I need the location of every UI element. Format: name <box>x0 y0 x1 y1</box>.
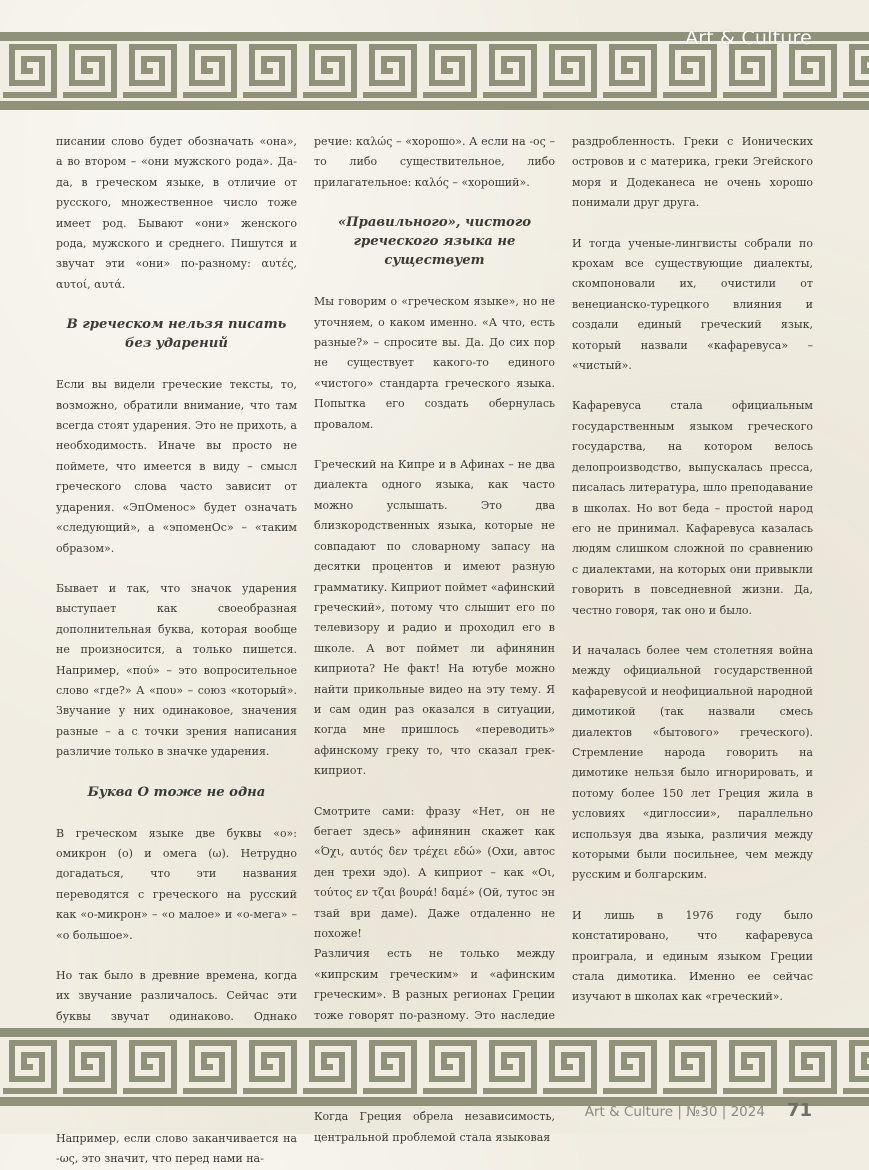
paragraph: Смотрите сами: фразу «Нет, он не бегает здесь» афинянин скажет как «Όχι, αυτός δεν τρέχει εδώ» (Охи, автос ден трехи эдо). А киприот – как «Οι, τούτος εν τζαι βουρά! δαμέ» (Ой, тутос эн тзай ври даме). Даже отдаленно не похоже! <box>314 804 555 940</box>
section-title: Art & Culture <box>685 27 812 49</box>
greek-key-pattern <box>0 41 869 101</box>
subheading: В греческом нельзя писать без ударений <box>66 317 287 352</box>
issue-year: 2024 <box>730 1104 765 1120</box>
paragraph: раздробленность. Греки с Ионических островов и с материка, греки Эгейского моря и Додеканеса не очень хорошо понимали друг друга. <box>572 135 813 210</box>
paragraph: Греческий на Кипре и в Афинах – не два диалекта одного языка, как часто можно услышать. Это два близкородственных языка, которые не совпадают по словарному запасу на десятки процентов и имеют разную грамматику. Киприот поймет «афинский греческий», потому что слышит его по телевизору и радио и проходил его в школе. А вот поймет ли афинянин киприота? Не факт! На ютубе можно найти прикольные видео на эту тему. Я и сам один раз оказался в ситуации, когда мне пришлось «переводить» афинскому греку то, что сказал грек-киприот. <box>314 458 555 778</box>
paragraph: Например, если слово заканчивается на -ως, это значит, что перед нами на- <box>56 1131 297 1166</box>
paragraph: Но так было в древние времена, когда их звучание различалось. Сейчас эти буквы звучат одинаково. Однако <box>56 969 297 1023</box>
paragraph: Если вы видели греческие тексты, то, возможно, обратили внимание, что там всегда стоят ударения. Это не прихоть, а необходимость. Иначе вы просто не поймете, что имеется в виду – смысл греческого слова часто зависит от ударения. «ЭпОменос» будет означать «следующий», а «эпоменОс» – «таким образом». <box>56 378 297 555</box>
paragraph: Мы говорим о «греческом языке», но не уточняем, о каком именно. «А что, есть разные?» – спросите вы. Да. До сих пор не существует какого-то единого «чистого» стандарта греческого языка. Попытка его создать обернулась провалом. <box>314 295 555 431</box>
greek-key-pattern <box>0 1037 869 1097</box>
paragraph: В греческом языке две буквы «о»: омикрон (ο) и омега (ω). Нетрудно догадаться, что эти названия переводятся с греческого на русский как «о-микрон» – «о малое» и «о-мега» – «о большое». <box>56 826 297 942</box>
issue-number: №30 <box>686 1104 718 1120</box>
column-2 <box>314 132 555 1144</box>
bottom-meander-border <box>0 1028 869 1106</box>
paragraph: речие: καλώς – «хорошо». А если на -ος – то либо существительное, либо прилагательное: καλός – «хороший». <box>314 135 555 189</box>
column-3 <box>572 132 813 1022</box>
paragraph: Когда Греция обрела независимость, центральной проблемой стала языковая <box>314 1110 555 1144</box>
paragraph: И тогда ученые-лингвисты собрали по крохам все существующие диалекты, скомпоновали их, очистили от венецианско-турецкого влияния и создали единый греческий язык, который назвали «кафаревуса» – «чистый». <box>572 236 813 373</box>
paragraph: И началась более чем столетняя война между официальной государственной кафаревусой и неофициальной народной димотикой (так назвали смесь диалектов «бытового» греческого). Стремление народа говорить на димотике нельзя было игнорировать, и потому более 150 лет Греция жила в условиях «диглоссии», параллельно используя два языка, различия между которыми были посильнее, чем между русским и болгарским. <box>572 643 813 882</box>
column-1 <box>56 132 297 1166</box>
page-number: 71 <box>786 1100 812 1121</box>
paragraph: И лишь в 1976 году было констатировано, что кафаревуса проиграла, и единым языком Греции стала димотика. Именно ее сейчас изучают в школах как «греческий». <box>572 908 813 1004</box>
paragraph: Различия есть не только между «кипрским греческим» и «афинским греческим». В разных регионах Греции тоже говорят по-разному. Это наследие <box>314 947 555 1022</box>
paragraph: Бывает и так, что значок ударения выступает как своеобразная дополнительная буква, которая вообще не произносится, а только пишется. Например, «πού» – это вопросительное слово «где?» А «που» – союз «который». Звучание у них одинаковое, значения разные – а с точки зрения написания различие только в значке ударения. <box>56 581 297 759</box>
magazine-name: Art & Culture <box>584 1104 674 1120</box>
subheading: «Правильного», чистого греческого языка не существует <box>337 215 532 269</box>
paragraph: Кафаревуса стала официальным государственным языком греческого государства, на котором велось делопроизводство, выпускалась пресса, писалась литература, шло преподавание в школах. Но вот беда – простой народ его не принимал. Кафаревуса казалась людям слишком сложной по сравнению с диалектами, на которых они привыкли говорить в повседневной жизни. Да, честно говоря, так оно и было. <box>572 399 813 617</box>
subheading: Буква О тоже не одна <box>87 784 266 800</box>
page-footer <box>585 1100 812 1121</box>
footer-meta: Art & Culture | №30 | 2024 <box>584 1104 765 1120</box>
paragraph: писании слово будет обозначать «она», а во втором – «они мужского рода». Да-да, в греческом языке, в отличие от русского, множественное число тоже имеет род. Бывают «они» женского рода, мужского и среднего. Пишутся и звучат эти «они» по-разному: αυτές, αυτοί, αυτά. <box>56 135 297 291</box>
